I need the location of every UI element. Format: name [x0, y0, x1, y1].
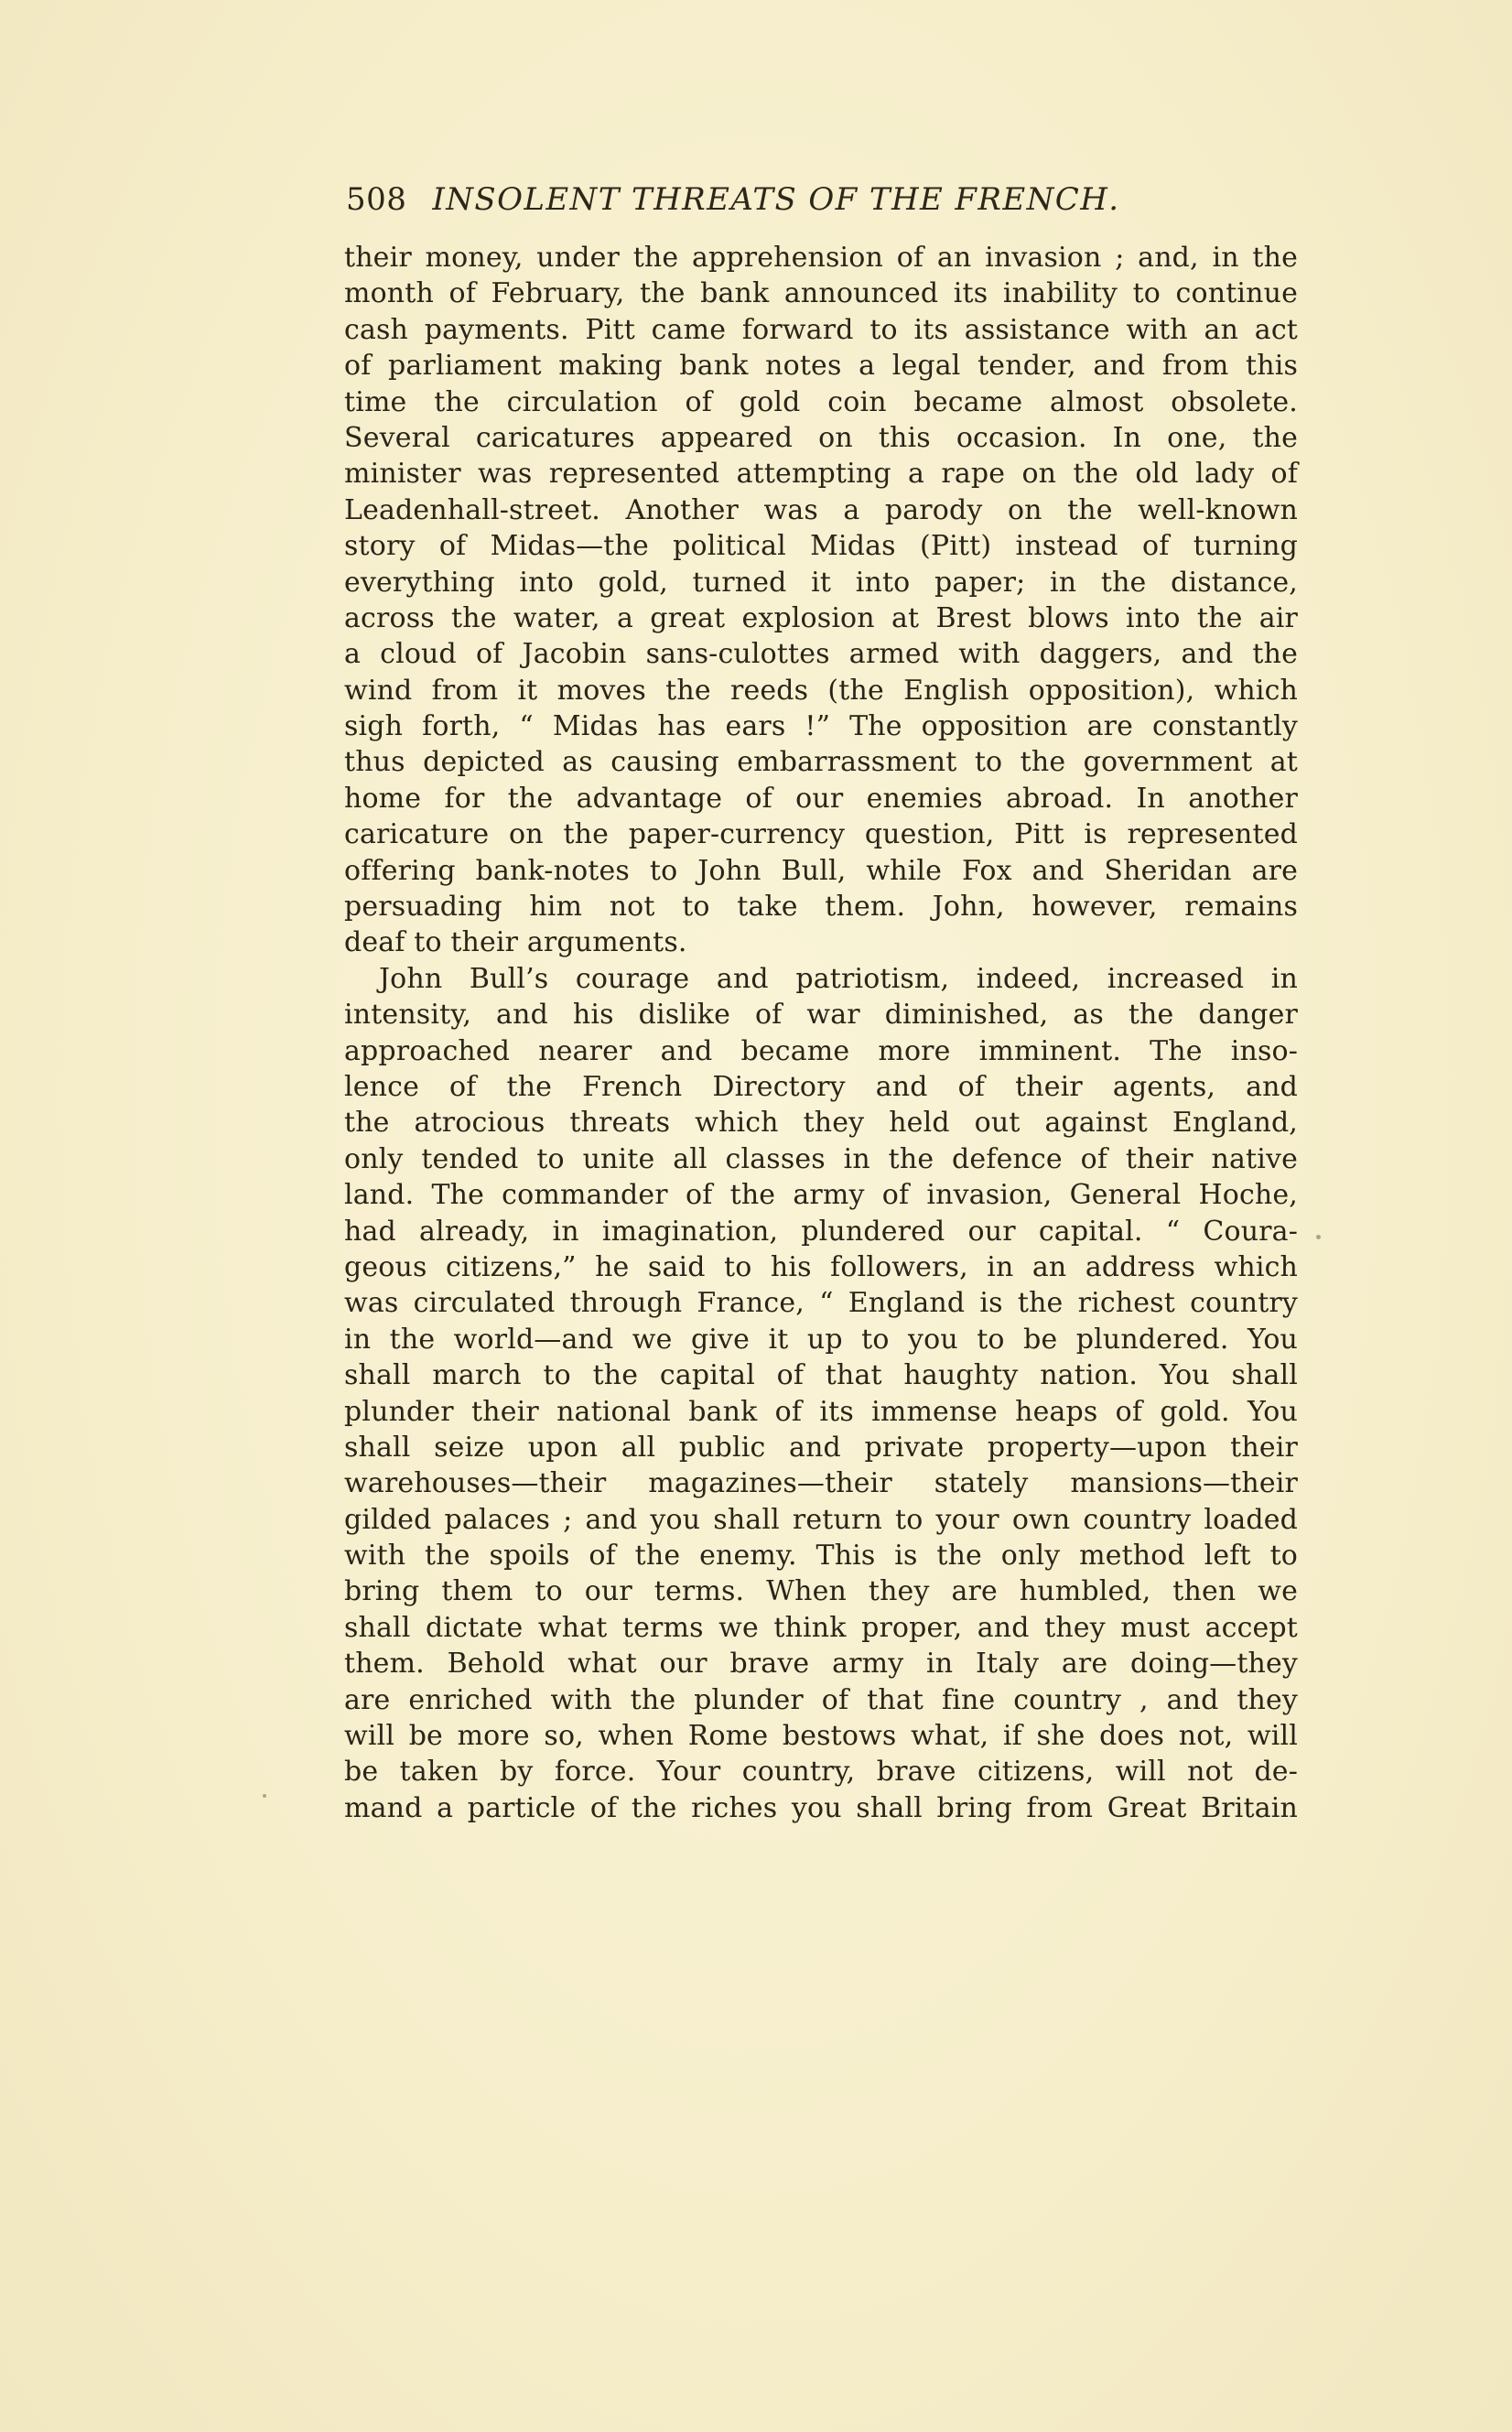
text-line: everything into gold, turned it into paper; in the distance,	[344, 566, 1298, 599]
text-line: sigh forth, “ Midas has ears !” The opposition are constantly	[344, 710, 1298, 743]
text-line: minister was represented attempting a rape on the old lady of	[344, 458, 1298, 491]
text-line: across the water, a great explosion at Brest blows into the air	[344, 601, 1298, 634]
text-line: them. Behold what our brave army in Italy are doing—they	[344, 1648, 1298, 1681]
text-line: only tended to unite all classes in the defence of their native	[344, 1142, 1298, 1175]
text-line: shall dictate what terms we think proper, and they must accept	[344, 1611, 1298, 1644]
text-line: shall march to the capital of that haughty nation. You shall	[344, 1359, 1298, 1392]
text-line: time the circulation of gold coin became almost obsolete.	[344, 385, 1298, 418]
body-text	[344, 240, 1298, 1826]
text-line: mand a particle of the riches you shall bring from Great Britain	[344, 1791, 1298, 1824]
paragraph-2	[344, 961, 1298, 1826]
text-line: gilded palaces ; and you shall return to your own country loaded	[344, 1503, 1298, 1536]
text-line: home for the advantage of our enemies abroad. In another	[344, 782, 1298, 815]
text-line: deaf to their arguments.	[344, 926, 687, 959]
text-line: plunder their national bank of its immense heaps of gold. You	[344, 1395, 1298, 1428]
text-line: lence of the French Directory and of their agents, and	[344, 1070, 1298, 1103]
text-line: offering bank-notes to John Bull, while Fox and Sheridan are	[344, 854, 1298, 887]
text-line: approached nearer and became more imminent. The inso-	[344, 1034, 1298, 1067]
running-title: INSOLENT THREATS OF THE FRENCH.	[432, 181, 1120, 218]
text-line: caricature on the paper-currency question, Pitt is represented	[344, 818, 1298, 851]
text-line: with the spoils of the enemy. This is the only method left to	[344, 1540, 1298, 1573]
text-line: the atrocious threats which they held out against England,	[344, 1107, 1298, 1140]
text-line: shall seize upon all public and private property—upon their	[344, 1431, 1298, 1464]
paper-speck	[263, 1794, 266, 1798]
text-line: geous citizens,” he said to his followers, in an address which	[344, 1250, 1298, 1283]
text-line: be taken by force. Your country, brave citizens, will not de-	[344, 1756, 1298, 1789]
text-line: bring them to our terms. When they are humbled, then we	[344, 1575, 1298, 1608]
text-line: month of February, the bank announced its inability to continue	[344, 277, 1298, 310]
paper-speck	[1316, 1235, 1321, 1239]
page-number: 508	[346, 181, 407, 218]
text-line: cash payments. Pitt came forward to its assistance with an act	[344, 313, 1298, 346]
text-line: a cloud of Jacobin sans-culottes armed with daggers, and the	[344, 638, 1298, 671]
paragraph-1	[344, 240, 1298, 961]
text-line: of parliament making bank notes a legal tender, and from this	[344, 350, 1298, 383]
text-line: was circulated through France, “ England is the richest country	[344, 1287, 1298, 1320]
text-line: land. The commander of the army of invasion, General Hoche,	[344, 1179, 1298, 1212]
text-line: had already, in imagination, plundered our capital. “ Coura-	[344, 1215, 1298, 1248]
text-line: intensity, and his dislike of war diminished, as the danger	[344, 999, 1298, 1032]
text-line: their money, under the apprehension of an invasion ; and, in the	[344, 242, 1298, 274]
text-line: will be more so, when Rome bestows what, if she does not, will	[344, 1720, 1298, 1753]
text-line: Several caricatures appeared on this occasion. In one, the	[344, 421, 1298, 454]
text-line: persuading him not to take them. John, however, remains	[344, 891, 1298, 924]
text-line: are enriched with the plunder of that fine country , and they	[344, 1683, 1298, 1716]
text-line: wind from it moves the reeds (the English opposition), which	[344, 674, 1298, 707]
text-line: John Bull’s courage and patriotism, indeed, increased in	[379, 962, 1298, 995]
running-header	[346, 181, 1270, 218]
text-line: warehouses—their magazines—their stately mansions—their	[344, 1467, 1298, 1500]
text-line: Leadenhall-street. Another was a parody on the well-known	[344, 493, 1298, 526]
text-line: story of Midas—the political Midas (Pitt) instead of turning	[344, 530, 1298, 563]
text-line: thus depicted as causing embarrassment to the government at	[344, 746, 1298, 779]
text-line: in the world—and we give it up to you to be plundered. You	[344, 1323, 1298, 1356]
